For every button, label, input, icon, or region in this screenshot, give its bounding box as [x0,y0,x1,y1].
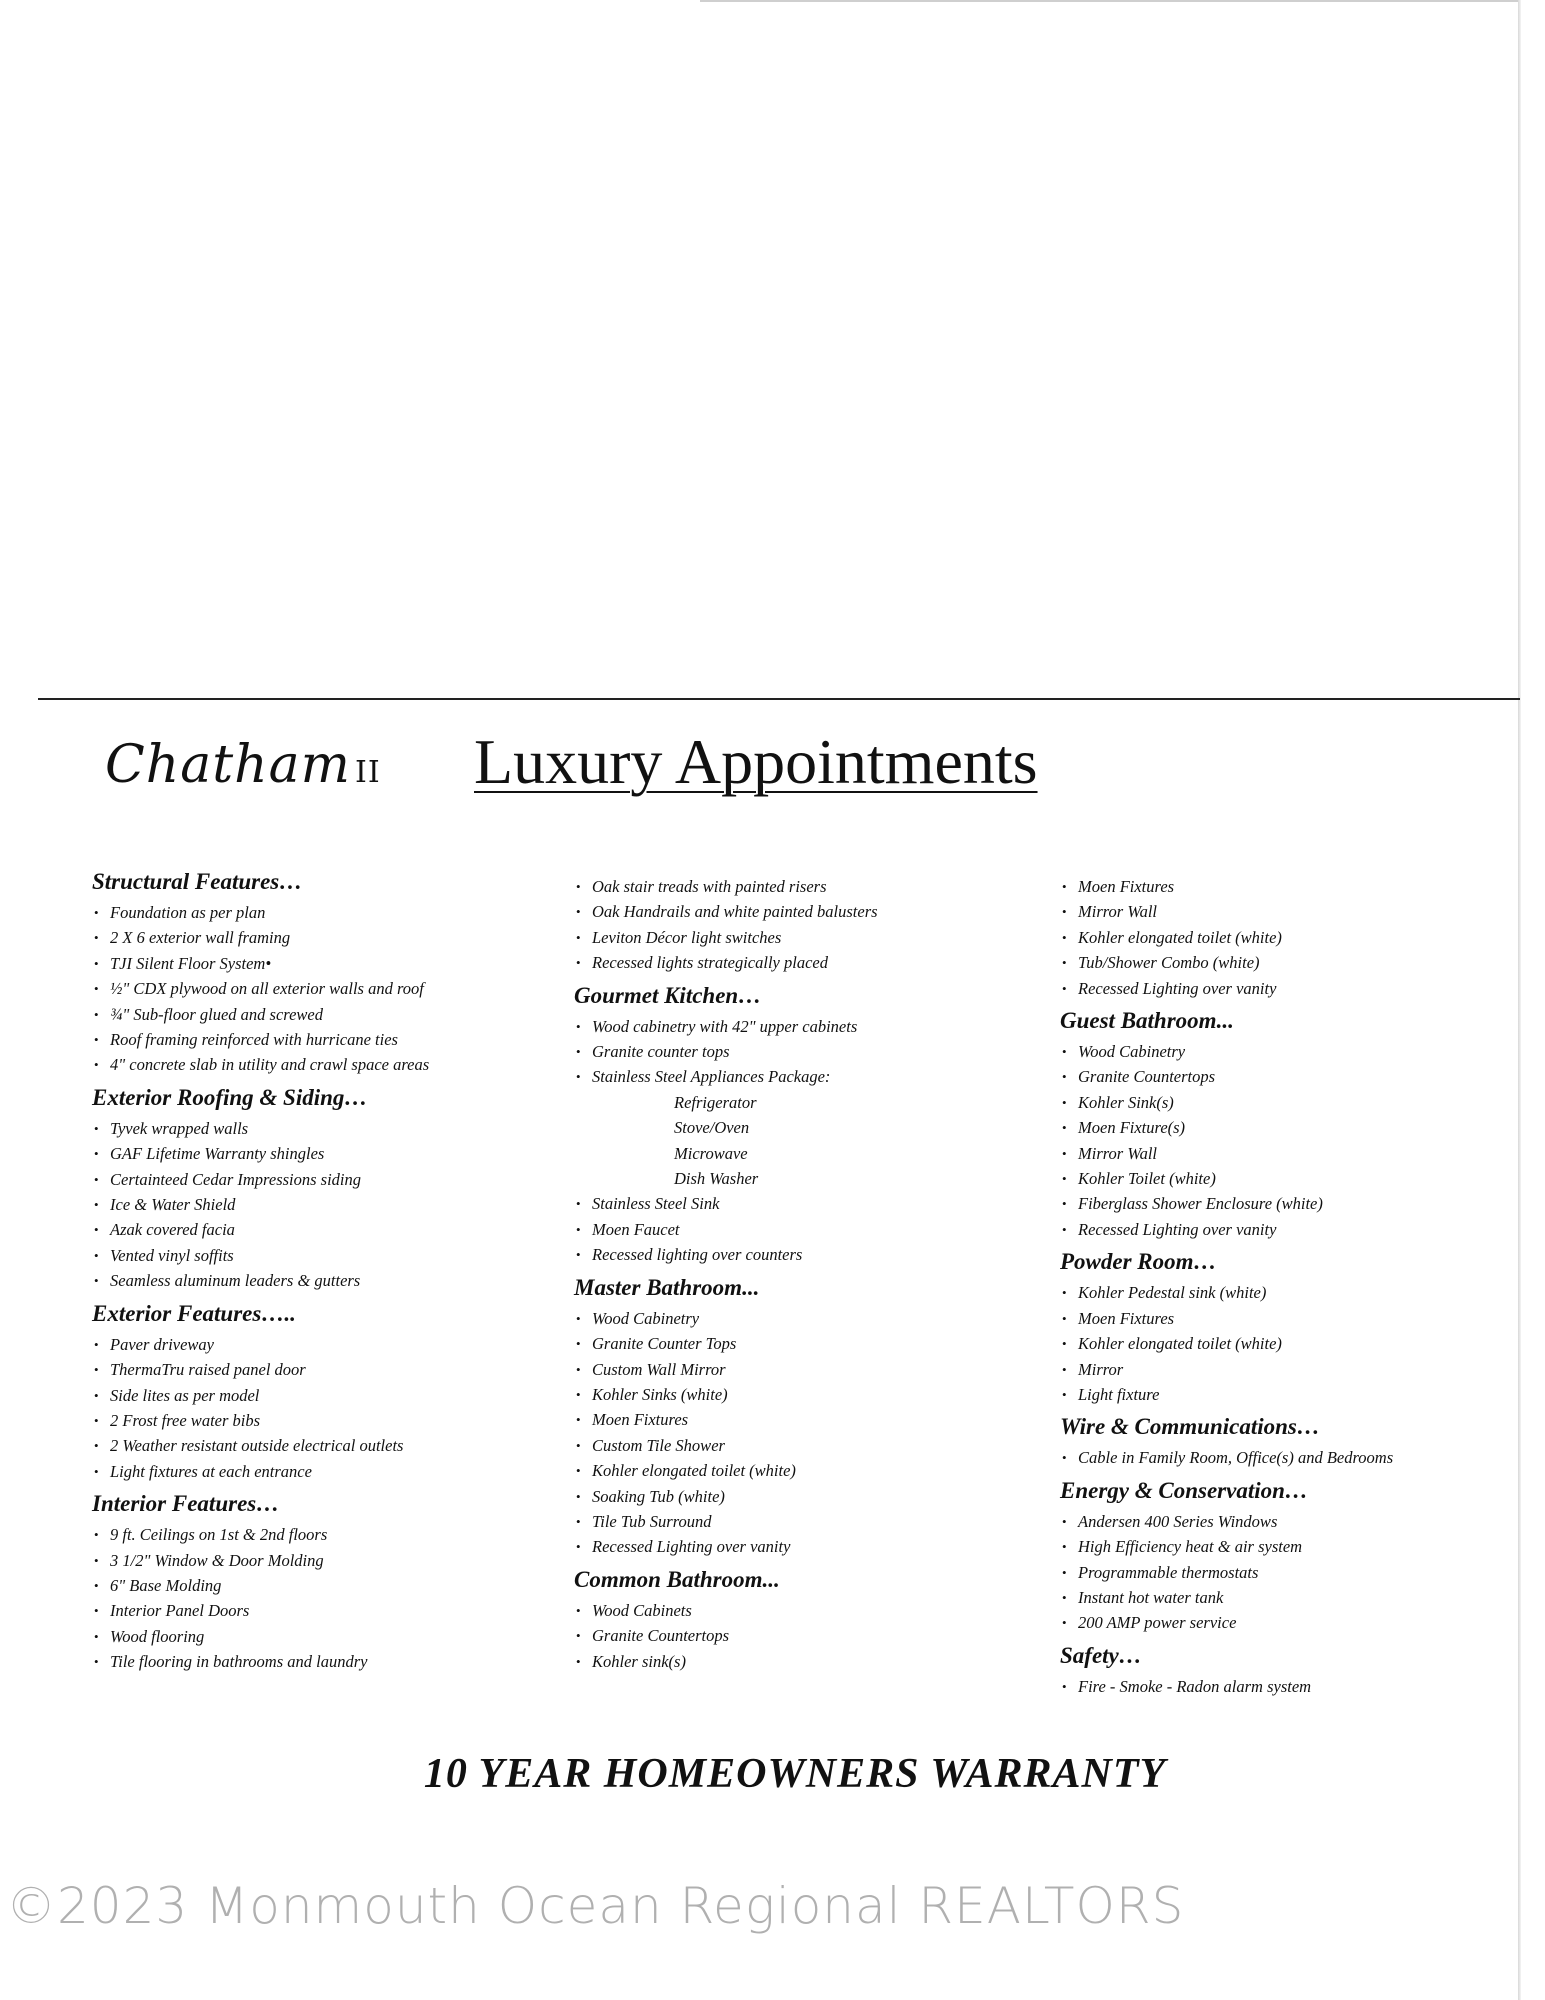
feature-list [1058,1509,1508,1636]
feature-list [1058,1674,1508,1699]
feature-item: • Wood flooring [90,1624,540,1649]
feature-item: • Custom Tile Shower [572,1433,1022,1458]
feature-item: • Ice & Water Shield [90,1192,540,1217]
feature-subitem: Dish Washer [674,1169,759,1189]
feature-item: • 200 AMP power service [1058,1610,1508,1635]
feature-item: • Tile Tub Surround [572,1509,1022,1534]
feature-item: • Interior Panel Doors [90,1598,540,1623]
section-title: Common Bathroom... [574,1566,780,1592]
feature-item: • Mirror [1058,1357,1508,1382]
feature-item: • Mirror Wall [1058,1141,1508,1166]
feature-item: • 4" concrete slab in utility and crawl space areas [90,1052,540,1077]
feature-item: • 9 ft. Ceilings on 1st & 2nd floors [90,1522,540,1547]
feature-item: • Granite Countertops [572,1623,1022,1648]
feature-item: • 2 X 6 exterior wall framing [90,925,540,950]
feature-item: • Azak covered facia [90,1217,540,1242]
section-title: Exterior Features….. [92,1300,296,1326]
feature-list [572,1306,1022,1560]
feature-item: • Moen Faucet [572,1217,1022,1242]
section-title: Exterior Roofing & Siding… [92,1084,368,1110]
scan-edge-top [700,0,1520,2]
feature-list [572,1014,1022,1268]
feature-list [572,874,1022,976]
feature-item: • Mirror Wall [1058,899,1508,924]
feature-list [1058,874,1508,1001]
feature-item: • Recessed lighting over counters [572,1242,1022,1267]
logo-numeral: II [354,755,381,790]
feature-item: • Foundation as per plan [90,900,540,925]
feature-item: • ¾" Sub-floor glued and screwed [90,1002,540,1027]
scan-edge-right [1518,0,1521,2000]
section-title: Interior Features… [92,1491,280,1517]
feature-item: • Recessed Lighting over vanity [1058,976,1508,1001]
feature-item: • Seamless aluminum leaders & gutters [90,1268,540,1293]
feature-item: • Wood Cabinets [572,1598,1022,1623]
feature-item: • Roof framing reinforced with hurricane ties [90,1027,540,1052]
logo-script: Chatham [105,735,351,795]
feature-item: • Moen Fixtures [572,1407,1022,1432]
feature-list [90,1116,540,1294]
feature-item: • Granite Countertops [1058,1064,1508,1089]
copyright-watermark: ©2023 Monmouth Ocean Regional REALTORS [6,1877,1185,1935]
page-title: Luxury Appointments [474,726,1038,797]
feature-item: • Moen Fixtures [1058,874,1508,899]
warranty-banner: 10 YEAR HOMEOWNERS WARRANTY [423,1751,1167,1797]
feature-item: • Fire - Smoke - Radon alarm system [1058,1674,1508,1699]
feature-item: • Soaking Tub (white) [572,1484,1022,1509]
section-title: Guest Bathroom... [1060,1008,1234,1034]
feature-item: • Stainless Steel Sink [572,1191,1022,1216]
feature-item: • Recessed lights strategically placed [572,950,1022,975]
feature-item: • Custom Wall Mirror [572,1357,1022,1382]
feature-item: • Granite Counter Tops [572,1331,1022,1356]
section-title: Master Bathroom... [574,1274,760,1300]
feature-item: • Tyvek wrapped walls [90,1116,540,1141]
feature-item: • Programmable thermostats [1058,1560,1508,1585]
features-column-3 [1058,874,1508,1699]
section-title: Structural Features… [92,869,303,894]
feature-item: • ThermaTru raised panel door [90,1357,540,1382]
feature-subitem: Stove/Oven [674,1118,750,1138]
feature-item: • Kohler elongated toilet (white) [572,1458,1022,1483]
feature-item: • Moen Fixture(s) [1058,1115,1508,1140]
feature-item: • Andersen 400 Series Windows [1058,1509,1508,1534]
feature-item: • 2 Weather resistant outside electrical outlets [90,1433,540,1458]
feature-subitem: Refrigerator [674,1092,757,1112]
features-column-2 [572,874,1022,1674]
feature-item: • Kohler sink(s) [572,1649,1022,1674]
feature-list [90,1332,540,1484]
feature-item: • Oak Handrails and white painted balusters [572,899,1022,924]
feature-item: • ½" CDX plywood on all exterior walls and roof [90,976,540,1001]
chatham-logo [105,735,381,795]
feature-item: • 3 1/2" Window & Door Molding [90,1548,540,1573]
feature-item: • 2 Frost free water bibs [90,1408,540,1433]
feature-subitem: Microwave [674,1143,748,1163]
feature-item: • Certainteed Cedar Impressions siding [90,1167,540,1192]
feature-item: • Light fixtures at each entrance [90,1459,540,1484]
feature-item: • Granite counter tops [572,1039,1022,1064]
feature-item: • Leviton Décor light switches [572,925,1022,950]
feature-list [1058,1039,1508,1242]
feature-item: • Tile flooring in bathrooms and laundry [90,1649,540,1674]
header-rule [38,698,1520,700]
feature-item: • 6" Base Molding [90,1573,540,1598]
feature-item: • Stainless Steel Appliances Package: [572,1064,1022,1089]
feature-item: • Side lites as per model [90,1383,540,1408]
feature-item: • Instant hot water tank [1058,1585,1508,1610]
feature-item: • Kohler Toilet (white) [1058,1166,1508,1191]
feature-item: • Cable in Family Room, Office(s) and Bedrooms [1058,1445,1508,1470]
feature-item: • Wood cabinetry with 42" upper cabinets [572,1014,1022,1039]
features-column-1 [90,862,540,1675]
feature-item: • Wood Cabinetry [1058,1039,1508,1064]
feature-list [1058,1280,1508,1407]
feature-item: • High Efficiency heat & air system [1058,1534,1508,1559]
feature-list [90,900,540,1078]
feature-item: • Tub/Shower Combo (white) [1058,950,1508,975]
feature-item: • Kohler Pedestal sink (white) [1058,1280,1508,1305]
section-title: Powder Room… [1060,1249,1217,1275]
feature-item: • Oak stair treads with painted risers [572,874,1022,899]
section-title: Energy & Conservation… [1060,1477,1308,1503]
feature-list [1058,1445,1508,1470]
feature-item: • Kohler elongated toilet (white) [1058,1331,1508,1356]
feature-item: • Vented vinyl soffits [90,1243,540,1268]
feature-item: • Moen Fixtures [1058,1306,1508,1331]
feature-item: • Recessed Lighting over vanity [572,1534,1022,1559]
feature-item: • Wood Cabinetry [572,1306,1022,1331]
section-title: Gourmet Kitchen… [574,982,762,1008]
feature-item: • Fiberglass Shower Enclosure (white) [1058,1191,1508,1216]
feature-item: • GAF Lifetime Warranty shingles [90,1141,540,1166]
feature-list [572,1598,1022,1674]
feature-item: • Kohler Sink(s) [1058,1090,1508,1115]
feature-item: • Paver driveway [90,1332,540,1357]
feature-item: • Kohler Sinks (white) [572,1382,1022,1407]
section-title: Wire & Communications… [1060,1414,1320,1440]
feature-item: • Recessed Lighting over vanity [1058,1217,1508,1242]
feature-list [90,1522,540,1674]
feature-item: • Kohler elongated toilet (white) [1058,925,1508,950]
section-title: Safety… [1060,1642,1142,1668]
feature-item: • TJI Silent Floor System• [90,951,540,976]
feature-item: • Light fixture [1058,1382,1508,1407]
